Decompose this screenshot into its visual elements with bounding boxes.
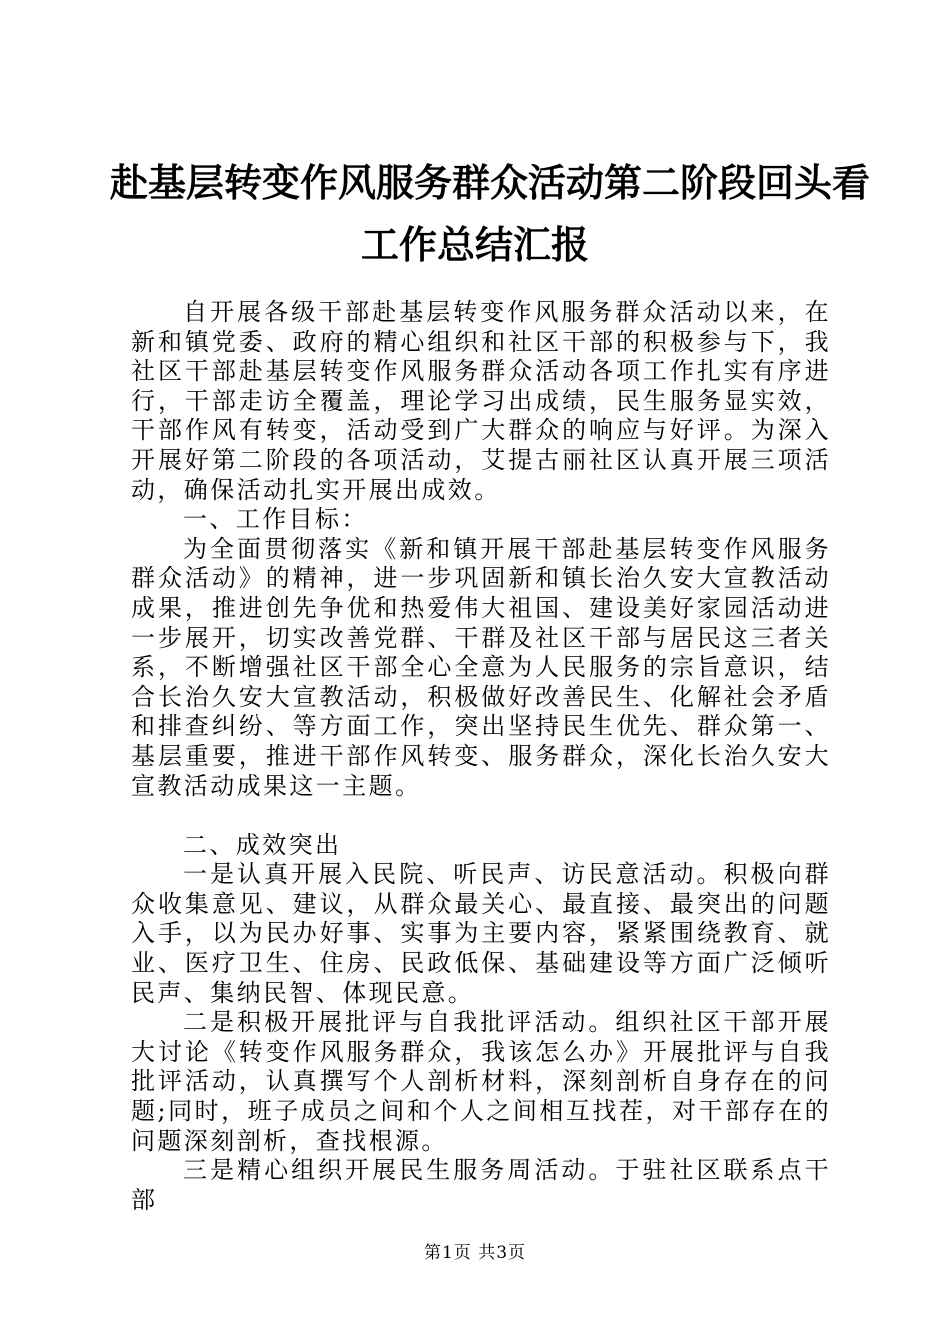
section-heading-goals: 一、工作目标： — [183, 505, 368, 534]
document-body — [131, 298, 831, 1215]
result-paragraph-3: 三是精心组织开展民生服务周活动。于驻社区联系点干部 — [131, 1156, 831, 1214]
document-title-line-2: 工作总结汇报 — [360, 222, 589, 267]
page-footer: 第1页 共3页 — [423, 1243, 527, 1263]
section-heading-results: 二、成效突出 — [183, 830, 342, 859]
goals-paragraph: 为全面贯彻落实《新和镇开展干部赴基层转变作风服务群众活动》的精神，进一步巩固新和镇长治久安大宣教活动成果，推进创先争优和热爱伟大祖国、建设美好家园活动进一步展开，切实改善党群、干群及社区干部与居民这三者关系，不断增强社区干部全心全意为人民服务的宗旨意识，结合长治久安大宣教活动，积极做好改善民生、化解社会矛盾和排查纠纷、等方面工作，突出坚持民生优先、群众第一、基层重要，推进干部作风转变、服务群众，深化长治久安大宣教活动成果这一主题。 — [131, 534, 831, 800]
paragraph-spacer — [131, 801, 831, 831]
result-paragraph-1: 一是认真开展入民院、听民声、访民意活动。积极向群众收集意见、建议，从群众最关心、最直接、最突出的问题入手，以为民办好事、实事为主要内容，紧紧围绕教育、就业、医疗卫生、住房、民政低保、基础建设等方面广泛倾听民声、集纳民智、体现民意。 — [131, 860, 831, 1007]
document-title-line-1: 赴基层转变作风服务群众活动第二阶段回头看 — [110, 160, 871, 205]
result-paragraph-2: 二是积极开展批评与自我批评活动。组织社区干部开展大讨论《转变作风服务群众，我该怎么办》开展批评与自我批评活动，认真撰写个人剖析材料，深刻剖析自身存在的问题;同时，班子成员之间和个人之间相互找茬，对干部存在的问题深刻剖析，查找根源。 — [131, 1008, 831, 1155]
intro-paragraph: 自开展各级干部赴基层转变作风服务群众活动以来，在新和镇党委、政府的精心组织和社区干部的积极参与下，我社区干部赴基层转变作风服务群众活动各项工作扎实有序进行，干部走访全覆盖，理论学习出成绩，民生服务显实效，干部作风有转变，活动受到广大群众的响应与好评。为深入开展好第二阶段的各项活动，艾提古丽社区认真开展三项活动，确保活动扎实开展出成效。 — [131, 298, 831, 504]
